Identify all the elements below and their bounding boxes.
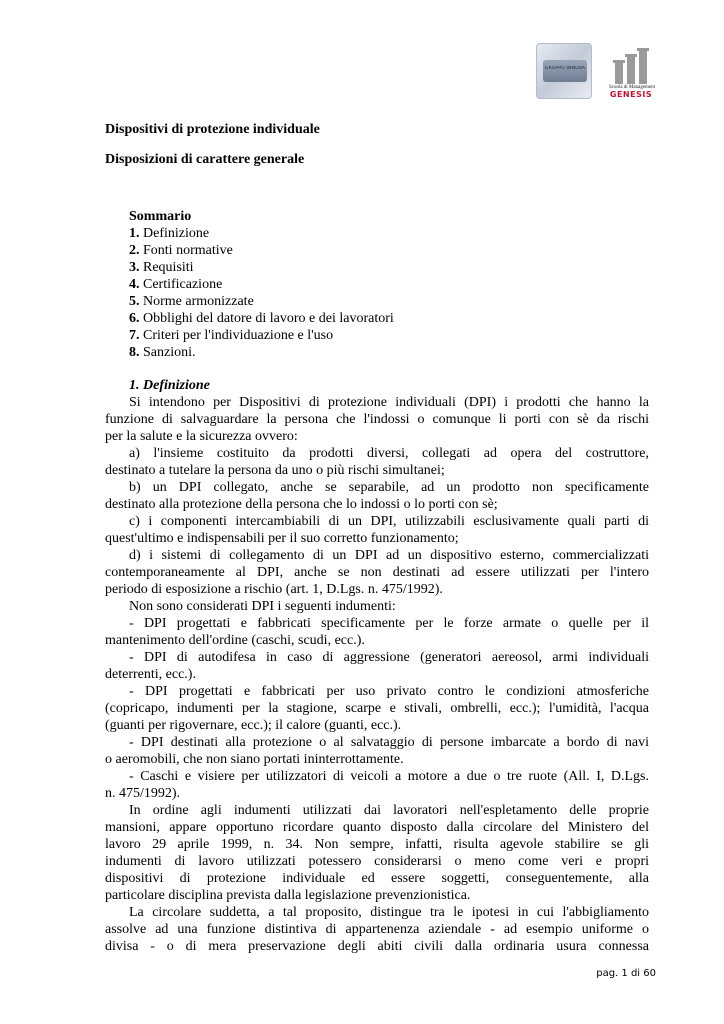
text-line: - DPI destinati alla protezione o al salvataggio di persone imbarcate a bordo di navi xyxy=(129,735,649,750)
text-line: La circolare suddetta, a tal proposito, distingue tra le ipotesi in cui l'abbigliamento xyxy=(129,905,649,920)
text-line: funzione di salvaguardare la persona che l'indossi o comunque li porti con sè da rischi xyxy=(105,412,649,427)
text-line: (guanti per rigovernare, ecc.); il calore (guanti, ecc.). xyxy=(105,718,402,733)
column-right xyxy=(639,50,647,84)
text-line: a) l'insieme costituito da prodotti diversi, collegati ad opera del costruttore, xyxy=(129,446,649,461)
toc-title: Sommario xyxy=(129,209,192,224)
text-line: dispositivi di protezione individuale ed essere soggetti, conseguentemente, alla xyxy=(105,871,649,886)
text-line: n. 475/1992). xyxy=(105,786,181,801)
text-line: Non sono considerati DPI i seguenti indumenti: xyxy=(129,599,396,614)
text-line: divisa - o di mera preservazione degli abiti civili dalla ordinaria usura connessa xyxy=(105,939,649,954)
page-title: Dispositivi di protezione individuale xyxy=(105,122,320,137)
company-logo-badge xyxy=(543,60,587,82)
text-line: - DPI progettati e fabbricati per uso privato contro le condizioni atmosferiche xyxy=(129,684,649,699)
company-logo xyxy=(536,43,592,99)
section-heading: 1. Definizione xyxy=(129,378,210,393)
text-line: mansioni, appare opportuno ricordare quanto disposto dalla circolare del Ministero del xyxy=(105,820,649,835)
logo-subtitle: Scuola di Management xyxy=(608,85,656,90)
text-line: In ordine agli indumenti utilizzati dai lavoratori nell'espletamento delle proprie xyxy=(129,803,649,818)
text-line: b) un DPI collegato, anche se separabile, ad un prodotto non specificamente xyxy=(129,480,649,495)
column-center xyxy=(627,56,635,84)
text-line: c) i componenti intercambiabili di un DPI, utilizzabili esclusivamente quali parti di xyxy=(129,514,649,529)
text-line: periodo di esposizione a rischio (art. 1, D.Lgs. n. 475/1992). xyxy=(105,582,443,597)
toc-item: 7. Criteri per l'individuazione e l'uso xyxy=(129,328,334,343)
text-line: lavoro 29 aprile 1999, n. 34. Non sempre, infatti, risulta agevole stabilire se gli xyxy=(105,837,649,852)
toc-item: 8. Sanzioni. xyxy=(129,345,196,360)
text-line: quest'ultimo e indispensabili per il suo corretto funzionamento; xyxy=(105,531,459,546)
text-line: per la salute e la sicurezza ovvero: xyxy=(105,429,298,444)
text-line: mantenimento dell'ordine (caschi, scudi, ecc.). xyxy=(105,633,365,648)
toc-item: 5. Norme armonizzate xyxy=(129,294,254,309)
text-line: - Caschi e visiere per utilizzatori di veicoli a motore a due o tre ruote (All. I, D.Lgs. xyxy=(129,769,649,784)
text-line: - DPI progettati e fabbricati specificamente per le forze armate o quelle per il xyxy=(129,616,649,631)
page-subtitle: Disposizioni di carattere generale xyxy=(105,152,305,167)
toc-item: 6. Obblighi del datore di lavoro e dei lavoratori xyxy=(129,311,394,326)
text-line: contemporaneamente al DPI, anche se non destinati ad essere utilizzati per l'intero xyxy=(105,565,649,580)
toc-item: 1. Definizione xyxy=(129,226,210,241)
text-line: (copricapo, indumenti per la stagione, scarpe e stivali, ombrelli, ecc.); l'umidità, l'acqua xyxy=(105,701,649,716)
text-line: Si intendono per Dispositivi di protezione individuali (DPI) i prodotti che hanno la xyxy=(129,395,649,410)
toc-item: 4. Certificazione xyxy=(129,277,223,292)
text-line: destinato a tutelare la persona da uno o più rischi simultanei; xyxy=(105,463,445,478)
column-left xyxy=(615,62,623,84)
section-definizione xyxy=(105,377,649,955)
text-line: d) i sistemi di collegamento di un DPI ad un dispositivo esterno, commercializzati xyxy=(129,548,649,563)
text-line: indumenti di lavoro utilizzati potessero considerarsi o meno come veri e propri xyxy=(105,854,649,869)
text-line: o aeromobili, che non siano portati ininterrottamente. xyxy=(105,752,404,767)
text-line: destinato alla protezione della persona che lo indossi o lo porti con sè; xyxy=(105,497,498,512)
toc-item: 2. Fonti normative xyxy=(129,243,233,258)
text-line: - DPI di autodifesa in caso di aggressione (generatori aereosol, armi individuali xyxy=(129,650,649,665)
text-line: assolve ad una funzione distintiva di appartenenza aziendale - ad esempio uniforme o xyxy=(105,922,649,937)
toc-item: 3. Requisiti xyxy=(129,260,194,275)
logo-name: GENESIS xyxy=(609,90,653,99)
page-number: pag. 1 di 60 xyxy=(596,968,656,979)
table-of-contents xyxy=(129,225,394,361)
text-line: deterrenti, ecc.). xyxy=(105,667,196,682)
company-logo-text: GRUPPO INNOVA xyxy=(544,66,586,71)
text-line: particolare disciplina prevista dalla legislazione prevenzionistica. xyxy=(105,888,471,903)
